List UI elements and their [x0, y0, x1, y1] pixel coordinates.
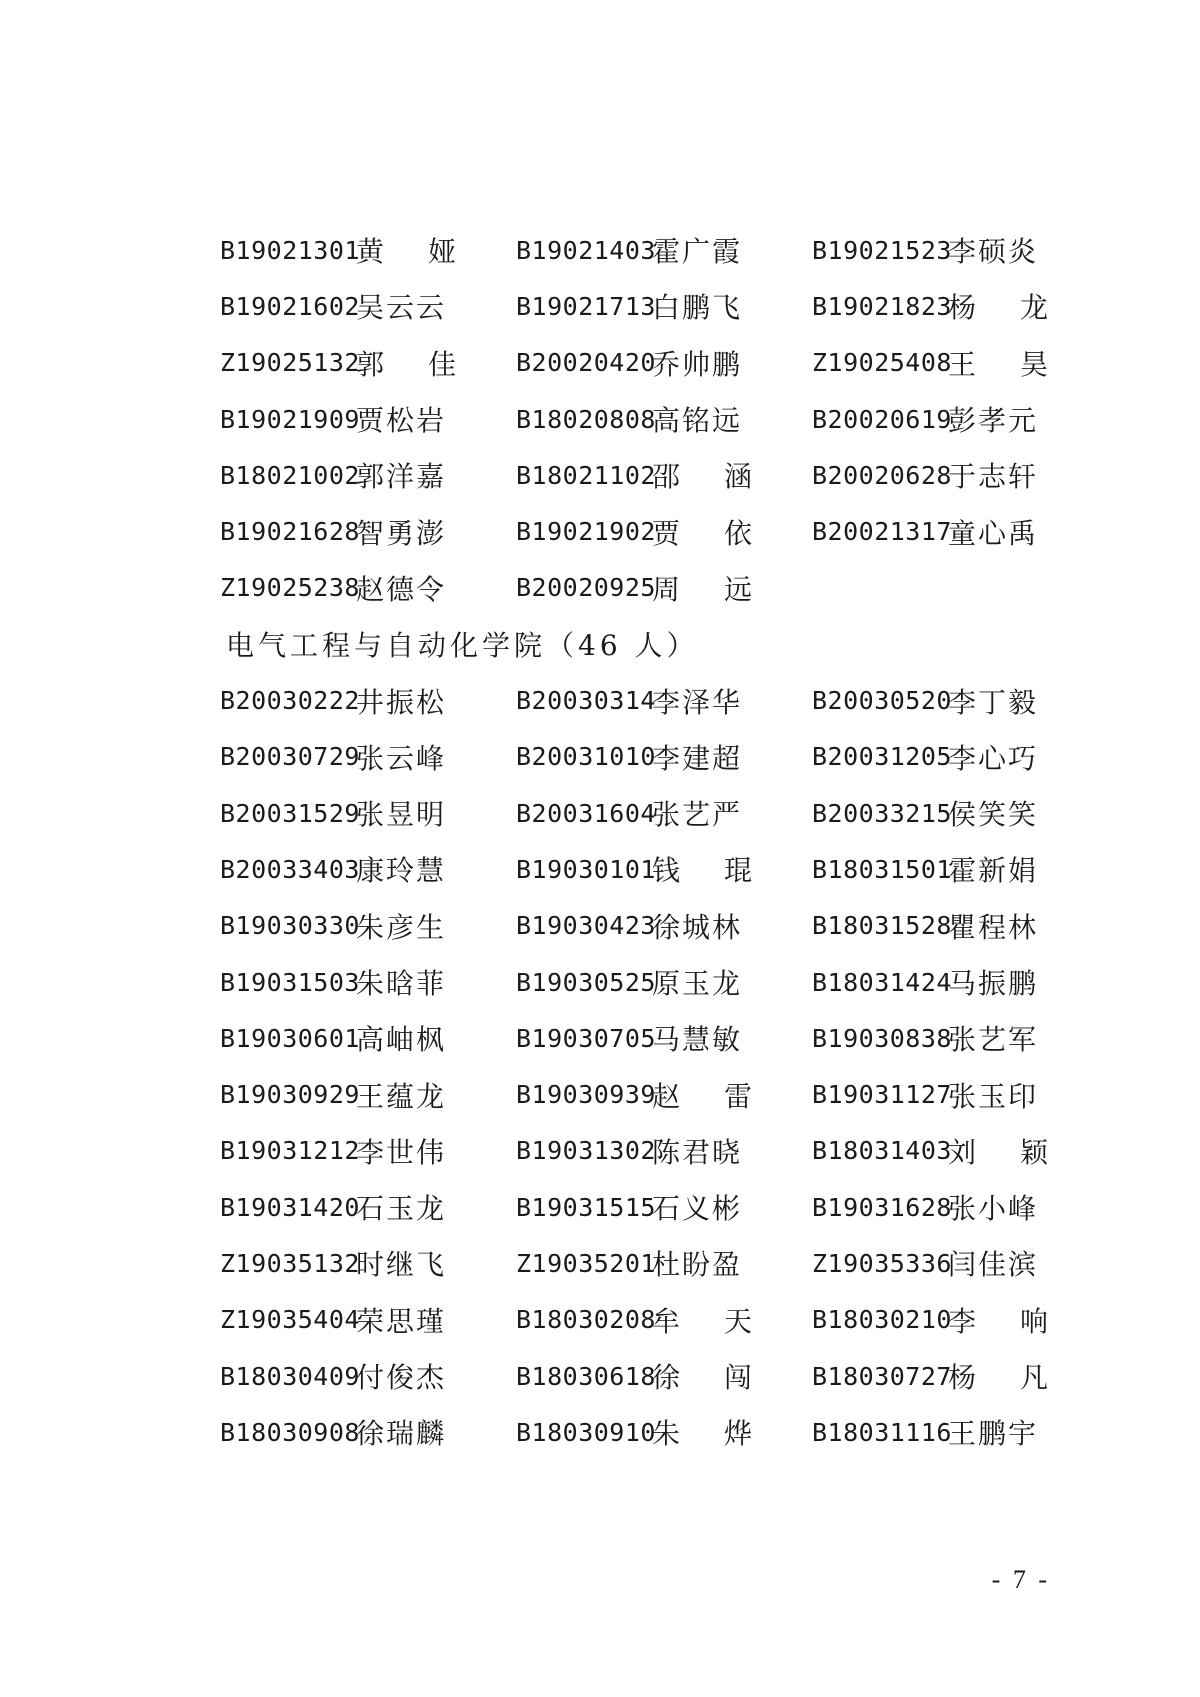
- table-row: [220, 1348, 1060, 1404]
- student-name: 智勇澎: [356, 516, 447, 550]
- student-name: 马振鹏: [948, 967, 1039, 1000]
- student-name: 黄 娅: [356, 235, 456, 269]
- student-entry: [516, 455, 812, 495]
- student-name: 张小峰: [948, 1192, 1039, 1226]
- student-entry: [220, 230, 516, 270]
- student-id: B20030314: [516, 686, 656, 716]
- student-entry: [220, 906, 516, 946]
- student-name: 白鹏飞: [652, 291, 743, 325]
- student-id: B19030705: [516, 1023, 656, 1053]
- table-row: [220, 1179, 1060, 1235]
- student-id: B19030101: [516, 854, 656, 884]
- table-row: [220, 503, 1060, 559]
- table-row: [220, 278, 1060, 334]
- student-name: 付俊杰: [356, 1361, 447, 1395]
- student-name: 朱晗菲: [356, 967, 447, 1000]
- student-entry: [812, 737, 1060, 777]
- student-id: B19030929: [220, 1080, 360, 1110]
- student-name: 李世伟: [356, 1135, 447, 1169]
- student-entry: [516, 849, 812, 889]
- student-id: B18020808: [516, 404, 656, 434]
- table-row: [220, 729, 1060, 785]
- student-name: 牟 天: [652, 1304, 752, 1338]
- table-row: [220, 391, 1060, 447]
- student-name: 于志轩: [948, 460, 1039, 494]
- student-entry: [812, 1243, 1060, 1283]
- student-entry: [812, 1356, 1060, 1396]
- student-name: 杨 凡: [948, 1361, 1048, 1395]
- student-name: 石玉龙: [356, 1192, 447, 1226]
- student-id: B18030210: [812, 1305, 952, 1335]
- student-entry: [220, 1075, 516, 1115]
- student-id: B19021403: [516, 235, 656, 265]
- student-name: 赵 雷: [652, 1079, 752, 1113]
- student-id: B20020420: [516, 348, 656, 378]
- student-name: 吴云云: [356, 291, 447, 325]
- student-entry: [220, 1412, 516, 1452]
- student-entry: [220, 1356, 516, 1396]
- table-row: [220, 1292, 1060, 1348]
- student-entry: [220, 962, 516, 1002]
- student-id: B19021602: [220, 291, 360, 321]
- student-entry: [516, 399, 812, 439]
- student-name: 刘 颖: [948, 1135, 1048, 1169]
- student-name: 侯笑笑: [948, 798, 1039, 832]
- student-name: 徐 闯: [652, 1361, 752, 1395]
- student-name: 邵 涵: [652, 460, 752, 494]
- student-name: 钱 琨: [652, 854, 752, 888]
- student-id: Z19025132: [220, 348, 360, 378]
- student-id: B18031528: [812, 911, 952, 941]
- student-id: B19021301: [220, 235, 360, 265]
- table-row: [220, 1010, 1060, 1066]
- student-id: B19031302: [516, 1136, 656, 1166]
- student-entry: [220, 286, 516, 326]
- student-entry: [812, 343, 1060, 383]
- student-name: 郭洋嘉: [356, 460, 447, 494]
- page-number: - 7 -: [991, 1565, 1050, 1594]
- student-id: B18030618: [516, 1361, 656, 1391]
- table-row: [220, 222, 1060, 278]
- student-name: 李建超: [652, 741, 743, 775]
- student-name: 李泽华: [652, 685, 743, 719]
- student-name: 张艺军: [948, 1023, 1039, 1057]
- student-entry: [516, 1187, 812, 1227]
- student-id: Z19035132: [220, 1248, 360, 1278]
- student-name: 原玉龙: [652, 967, 743, 1000]
- student-name: 徐城林: [652, 910, 743, 944]
- student-id: B19031127: [812, 1080, 952, 1110]
- table-row: [220, 841, 1060, 897]
- student-entry: [516, 1243, 812, 1283]
- student-entry: [812, 681, 1060, 721]
- student-entry: [516, 343, 812, 383]
- student-name: 周 远: [652, 572, 752, 606]
- student-entry: [812, 962, 1060, 1002]
- student-id: B18030727: [812, 1361, 952, 1391]
- student-id: B19030525: [516, 967, 656, 997]
- student-entry: [220, 399, 516, 439]
- student-name: 杨 龙: [948, 291, 1048, 325]
- student-name: 李硕炎: [948, 235, 1039, 269]
- student-name: 童心禹: [948, 516, 1039, 550]
- student-id: B19021713: [516, 291, 656, 321]
- student-id: B18021102: [516, 460, 656, 490]
- student-name: 贾松岩: [356, 404, 447, 438]
- student-entry: [516, 568, 812, 608]
- table-row: [220, 1235, 1060, 1291]
- student-id: B20021317: [812, 517, 952, 547]
- student-id: B20020628: [812, 460, 952, 490]
- student-id: B19030601: [220, 1023, 360, 1053]
- student-entry: [516, 737, 812, 777]
- student-name: 赵德令: [356, 572, 447, 606]
- student-entry: [220, 1300, 516, 1340]
- table-row: [220, 785, 1060, 841]
- student-id: B19021628: [220, 517, 360, 547]
- student-name: 荣思瑾: [356, 1304, 447, 1338]
- student-name: 彭孝元: [948, 404, 1039, 438]
- student-name: 王蕴龙: [356, 1079, 447, 1113]
- student-entry: [812, 286, 1060, 326]
- student-name: 朱 烨: [652, 1417, 752, 1451]
- student-name: 霍新娟: [948, 854, 1039, 888]
- student-entry: [220, 512, 516, 552]
- student-entry: [516, 681, 812, 721]
- student-entry: [220, 1131, 516, 1171]
- student-id: B20020619: [812, 404, 952, 434]
- student-name: 石义彬: [652, 1192, 743, 1226]
- student-id: B20031604: [516, 798, 656, 828]
- student-id: B18031424: [812, 967, 952, 997]
- student-entry: [812, 1412, 1060, 1452]
- student-name: 王鹏宇: [948, 1417, 1039, 1451]
- student-id: B18031116: [812, 1417, 952, 1447]
- table-row: [220, 672, 1060, 728]
- table-row: [220, 1404, 1060, 1460]
- student-id: B19030939: [516, 1080, 656, 1110]
- student-entry: [516, 1131, 812, 1171]
- student-id: B19031515: [516, 1192, 656, 1222]
- student-name: 朱彦生: [356, 910, 447, 944]
- student-entry: [812, 906, 1060, 946]
- student-name: 张艺严: [652, 798, 743, 832]
- student-id: Z19035201: [516, 1248, 656, 1278]
- student-entry: [812, 1131, 1060, 1171]
- student-id: B18030908: [220, 1417, 360, 1447]
- student-id: B18030409: [220, 1361, 360, 1391]
- student-name: 乔帅鹏: [652, 347, 743, 381]
- student-entry: [220, 1018, 516, 1058]
- student-id: B18021002: [220, 460, 360, 490]
- student-id: B19021823: [812, 291, 952, 321]
- student-id: B18031501: [812, 854, 952, 884]
- student-entry: [516, 793, 812, 833]
- student-entry: [516, 1075, 812, 1115]
- student-name: 王 昊: [948, 347, 1048, 381]
- table-row: [220, 1123, 1060, 1179]
- student-entry: [516, 512, 812, 552]
- student-name: 时继飞: [356, 1248, 447, 1282]
- student-entry: [812, 793, 1060, 833]
- table-row: [220, 447, 1060, 503]
- student-id: B19021523: [812, 235, 952, 265]
- student-id: B20031205: [812, 742, 952, 772]
- table-row: [220, 560, 1060, 616]
- student-entry: [812, 1075, 1060, 1115]
- student-name: 闫佳滨: [948, 1248, 1039, 1282]
- table-row: [220, 1066, 1060, 1122]
- student-id: B20031529: [220, 798, 360, 828]
- student-entry: [220, 568, 516, 608]
- student-id: B18030910: [516, 1417, 656, 1447]
- student-entry: [220, 1187, 516, 1227]
- student-name: 张云峰: [356, 741, 447, 775]
- student-entry: [812, 399, 1060, 439]
- student-entry: [812, 849, 1060, 889]
- student-id: B19030330: [220, 911, 360, 941]
- student-id: B19031503: [220, 967, 360, 997]
- student-entry: [812, 512, 1060, 552]
- student-id: B19031212: [220, 1136, 360, 1166]
- student-entry: [812, 1018, 1060, 1058]
- student-id: B19031420: [220, 1192, 360, 1222]
- student-id: B20030729: [220, 742, 360, 772]
- student-id: B20020925: [516, 573, 656, 603]
- student-entry: [220, 455, 516, 495]
- student-entry: [516, 1300, 812, 1340]
- student-entry: [812, 1300, 1060, 1340]
- student-id: B20033403: [220, 854, 360, 884]
- student-entry: [220, 681, 516, 721]
- student-entry: [516, 230, 812, 270]
- student-id: B20031010: [516, 742, 656, 772]
- student-entry: [516, 1412, 812, 1452]
- student-name: 张玉印: [948, 1079, 1039, 1113]
- student-list: [220, 222, 1060, 1461]
- student-id: Z19035336: [812, 1248, 952, 1278]
- student-id: B18030208: [516, 1305, 656, 1335]
- student-name: 高岫枫: [356, 1023, 447, 1057]
- student-id: B19030423: [516, 911, 656, 941]
- student-name: 郭 佳: [356, 347, 456, 381]
- student-name: 康玲慧: [356, 854, 447, 888]
- student-entry: [220, 793, 516, 833]
- student-id: B19021902: [516, 517, 656, 547]
- student-entry: [516, 286, 812, 326]
- section-heading: 电气工程与自动化学院（46 人）: [226, 629, 699, 663]
- student-name: 徐瑞麟: [356, 1417, 447, 1451]
- student-entry: [220, 849, 516, 889]
- student-name: 瞿程林: [948, 910, 1039, 944]
- student-id: Z19025238: [220, 573, 360, 603]
- student-id: B18031403: [812, 1136, 952, 1166]
- student-name: 高铭远: [652, 404, 743, 438]
- student-entry: [812, 455, 1060, 495]
- student-entry: [516, 906, 812, 946]
- student-name: 陈君晓: [652, 1135, 743, 1169]
- student-name: 井振松: [356, 685, 447, 719]
- table-row: [220, 954, 1060, 1010]
- student-name: 马慧敏: [652, 1023, 743, 1057]
- student-name: 杜盼盈: [652, 1248, 743, 1282]
- student-entry: [516, 1018, 812, 1058]
- student-id: B19031628: [812, 1192, 952, 1222]
- student-name: 李 响: [948, 1304, 1048, 1338]
- student-id: B20033215: [812, 798, 952, 828]
- student-entry: [220, 1243, 516, 1283]
- student-name: 李丁毅: [948, 685, 1039, 719]
- student-name: 张昱明: [356, 798, 447, 832]
- student-id: B20030222: [220, 686, 360, 716]
- student-entry: [516, 1356, 812, 1396]
- table-row: [220, 898, 1060, 954]
- student-entry: [516, 962, 812, 1002]
- student-name: 贾 依: [652, 516, 752, 550]
- student-entry: [220, 737, 516, 777]
- student-id: B20030520: [812, 686, 952, 716]
- student-id: B19030838: [812, 1023, 952, 1053]
- student-id: B19021909: [220, 404, 360, 434]
- student-id: Z19025408: [812, 348, 952, 378]
- student-entry: [812, 230, 1060, 270]
- table-row: [220, 335, 1060, 391]
- student-name: 李心巧: [948, 741, 1039, 775]
- student-entry: [812, 1187, 1060, 1227]
- student-entry: [220, 343, 516, 383]
- student-id: Z19035404: [220, 1305, 360, 1335]
- student-name: 霍广霞: [652, 235, 743, 269]
